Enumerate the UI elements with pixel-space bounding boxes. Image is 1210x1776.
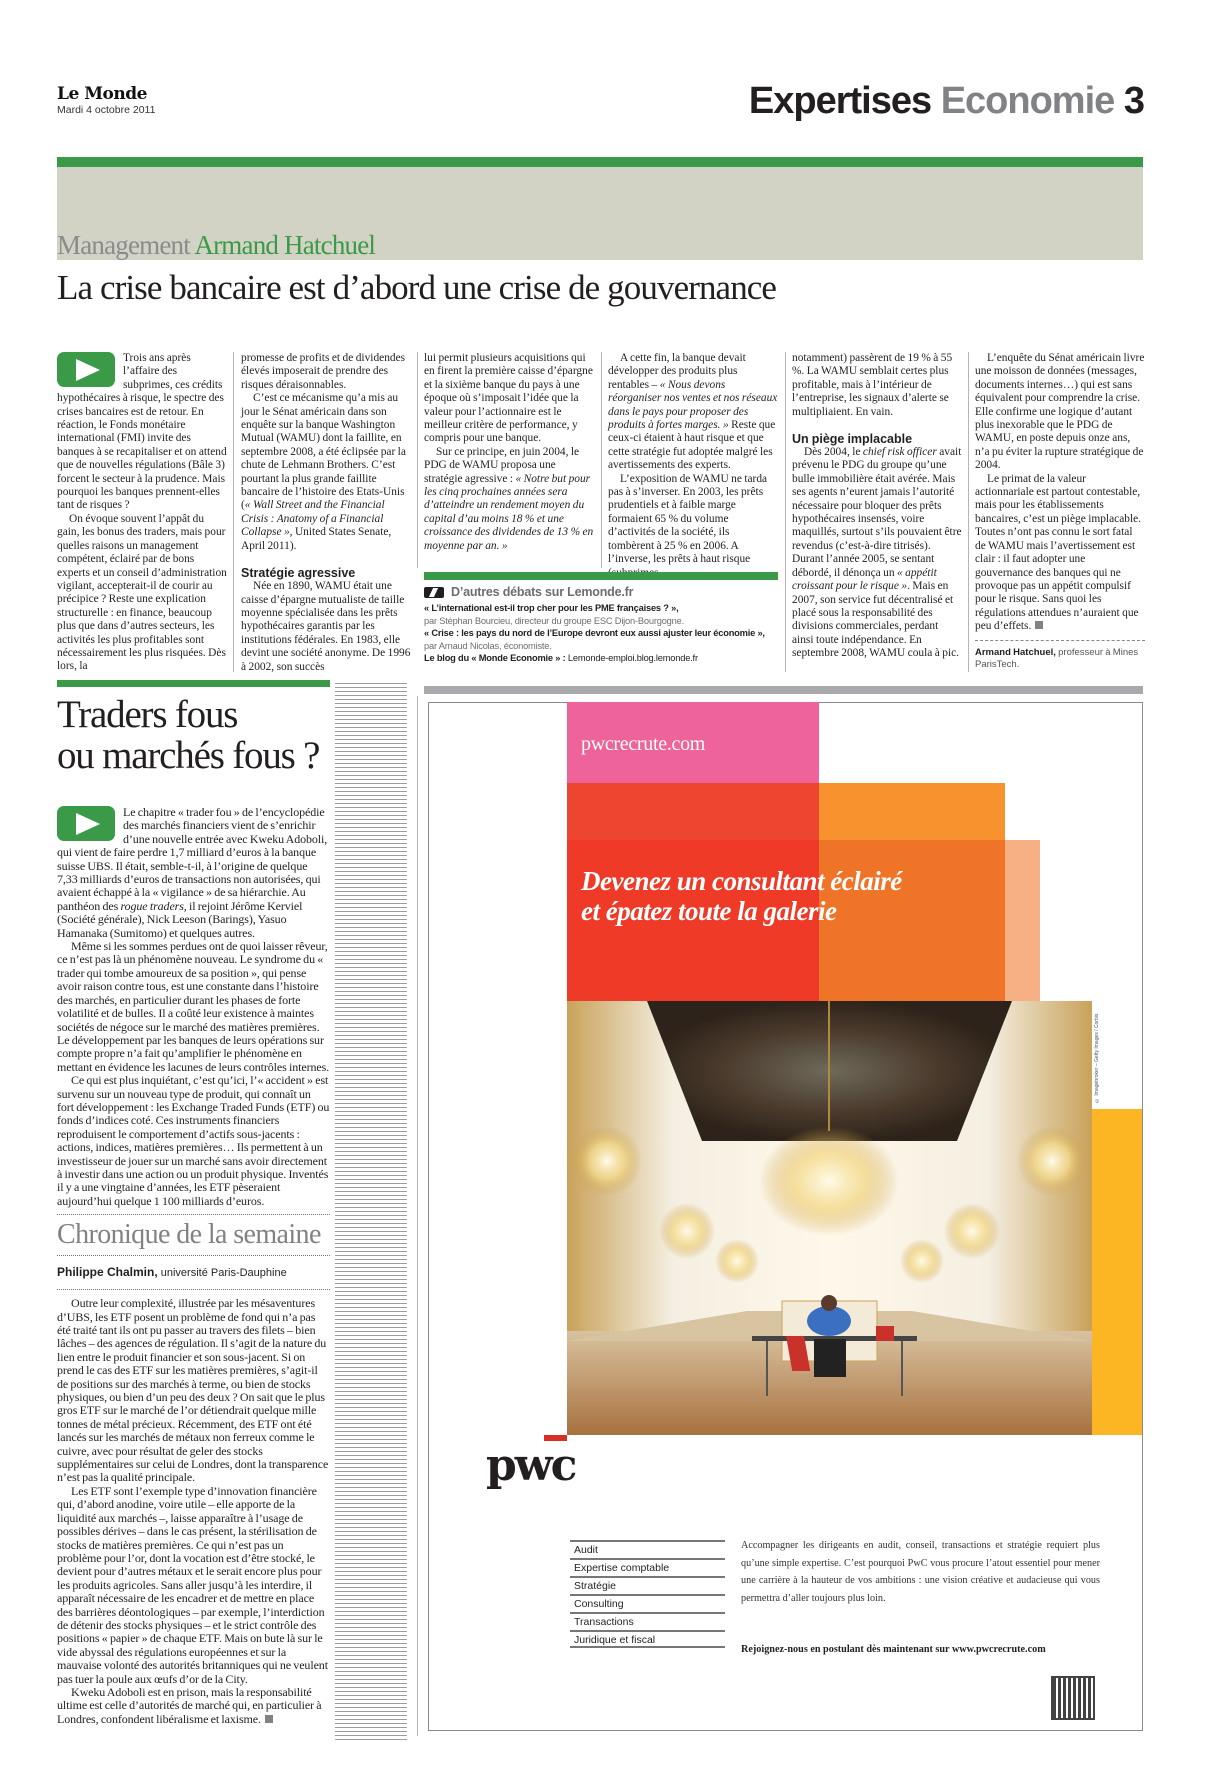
paragraph <box>792 352 962 419</box>
section-bar <box>57 157 1143 167</box>
column-rule <box>417 352 418 568</box>
text: il rejoint Jérôme Kerviel (Société générale), Nick Leeson (Barings), Yasuo Hamanaka (Sumitomo) et quelques autres. <box>57 898 303 940</box>
service-item: Juridique et fiscal <box>570 1630 725 1648</box>
debates-bar <box>424 572 778 580</box>
chronique-author-name: Philippe Chalmin, <box>57 1265 158 1280</box>
chronique-author-affiliation: université Paris-Dauphine <box>160 1267 287 1280</box>
article-column-3 <box>424 352 594 566</box>
ad-headline-line: et épatez toute la galerie <box>581 896 837 926</box>
blog-link[interactable]: Lemonde-emploi.blog.lemonde.fr <box>567 653 698 663</box>
text: , United States Senate, April 2011). <box>241 526 392 552</box>
text: A cette fin, la banque devait développer des produits plus rentables – <box>608 352 746 391</box>
column-rule <box>233 352 234 672</box>
text: Le chapitre « trader fou » de l’encyclopédie des marchés financiers vient de s’enrichir d’une nouvelle entrée avec Kweku Adoboli, qui vient de faire perdre 1,7 milliard d’euros à la banque suisse UBS. Il était, semble-t-il, à l’origine de quelque 7,33 milliards d’euros de transactions non autorisées, qui avaient échappé à la « vigilance » de sa hiérarchie. Au panthéon des <box>57 805 328 913</box>
article-column-6 <box>975 352 1145 674</box>
dotted-divider <box>57 1255 330 1256</box>
paragraph <box>975 352 1145 473</box>
text: Outre leur complexité, illustrée par les mésaventures d’UBS, les ETF posent un problème de fond qui n’a pas été traité tant ils ont pu passer au travers des filets – bien lâches – des agences de régulation. Il s’agit de la nature du lien entre le produit financier et son sous-jacent. Si on prend le cas des ETF sur les matières premières, s’agit-il de positions sur des marchés à terme, ou bien de stocks physiques, ou bien d’un peu des deux ? On sait que le plus gros ETF sur le marché de l’or détiendrait quelque mille tonnes de métal précieux. Récemment, des ETF ont été lancés sur les marchés de métaux non ferreux comme le cuivre, avec pour résultat de geler des stocks supplémentaires sur celui de Londres, dont la transparence n’est pas la qualité principale. <box>57 1296 329 1485</box>
play-icon <box>57 806 115 841</box>
text: L’exposition de WAMU ne tarda pas à s’inverser. En 2003, les prêts prudentiels et à faible marge formaient 65 % du volume d’activités de la société, ils tombèrent à 25 % en 2006. A l’inverse, les prêts à haut risque <box>608 472 768 566</box>
column-rule <box>601 352 602 568</box>
text: Née en 1890, WAMU était une caisse d’épargne mutualiste de taille moyenne spécialisée dans les prêts hypothécaires garantis par les institutions fédérales. En 1983, elle devint une société anonyme. De 1996 à 2002, son succès <box>241 580 411 673</box>
italic-text: « Wall Street and the Financial Crisis : Anatomy of a Financial Collapse » <box>241 499 385 539</box>
debates-title[interactable]: D’autres débats sur Lemonde.fr <box>451 585 634 599</box>
paragraph <box>241 352 411 392</box>
subsection-label: Economie <box>940 80 1115 122</box>
service-item: Audit <box>570 1540 725 1558</box>
paragraph <box>241 392 411 553</box>
paragraph <box>57 1485 330 1686</box>
section-header <box>749 80 1144 123</box>
paragraph <box>608 352 778 473</box>
article-column-5 <box>792 352 962 674</box>
chandelier <box>759 1126 899 1236</box>
ad-headline-line: Devenez un consultant éclairé <box>581 866 902 896</box>
subheading <box>792 432 962 446</box>
text: L’enquête du Sénat américain livre une moisson de données (messages, documents internes…) qui est sans équivalent pour comprendre la crise. Elle confirme une logique d’autant plus inexorable que le PDG de WAMU, en poste depuis onze ans, n’a pu éviter la rupture stratégique de 2004. <box>975 352 1145 472</box>
divider-bar <box>424 686 1143 694</box>
le-monde-logo: Le Monde <box>57 84 147 104</box>
photo-credit: © Imagebroker – Getty Images / Corbis <box>1094 1013 1100 1103</box>
paragraph <box>57 1686 330 1726</box>
paragraph <box>424 352 594 446</box>
pwc-logo: pwc <box>486 1440 576 1491</box>
column-rule <box>785 352 786 672</box>
author-name: Armand Hatchuel, <box>975 646 1056 658</box>
ad-headline <box>581 866 902 926</box>
left-column-flow <box>57 806 330 1726</box>
debate-byline: par Arnaud Nicolas, économiste. <box>424 640 552 651</box>
paragraph <box>57 940 330 1074</box>
ad-light-orange-block <box>1005 840 1040 1001</box>
text: . Mais en 2007, son service fut décentralisé et placé sous la responsabilité des divisions commerciales, perdant ainsi toute indépendance. En septembre 2008, WAMU coula à pic. <box>792 580 960 660</box>
text: Les ETF sont l’exemple type d’innovation financière qui, d’abord anodine, voire utile – elle apporte de la liquidité aux marchés –, laisse apparaître à l’usage de possibles dérives – dans le cas présent, la stérilisation de stocks de matières premières. Ce qui n’est pas un problème pour l’or, dont la vocation est d’être stocké, le devient pour d’autres métaux et le serait encore plus pour les produits agricoles. Sans aller jusqu’à les interdire, il apparaît nécessaire de les encadrer et de mettre en place des barrières déontologiques – par exemple, l’interdiction de détenir des stocks physiques – et le strict contrôle des positions « papier » de chaque ETF. Mais on bute là sur le vide abyssal des régulations européennes et sur la mauvaise volonté des autorités britanniques qui ne veulent pas tuer la poule aux œufs d’or de la City. <box>57 1483 328 1686</box>
traders-title-line: ou marchés fous ? <box>57 734 320 777</box>
text: lui permit plusieurs acquisitions qui en firent la première caisse d’épargne et la sixième banque du pays à une époque où s’imposait l’idée que la valeur pour l’actionnaire est le meilleur critère de performance, y compris pour une banque. <box>424 352 593 445</box>
article-column-1 <box>57 352 227 674</box>
text: Même si les sommes perdues ont de quoi laisser rêveur, ce n’est pas là un phénomène nouveau. Le syndrome du « trader qui tombe amoureux de sa position », qui pense avoir raison contre tous, est une constante dans l’histoire des marchés, en particulier durant les phases de forte volatilité et de bulles. Il a coûté leur existence à maintes sociétés de négoce sur le marché des matières premières. Le développement par les banques de leurs opérations sur compte propre n’a fait qu’amplifier le phénomène en mettant en évidence les lacunes de leurs contrôles internes. <box>57 939 330 1074</box>
chair <box>814 1339 846 1377</box>
text: promesse de profits et de dividendes élevés imposerait de prendre des risques déraisonnables. <box>241 352 406 391</box>
italic-text: rogue traders, <box>120 898 187 913</box>
hatched-rule <box>335 680 407 1740</box>
italic-text: chief risk officer <box>862 446 937 459</box>
text: Sur ce principe, en juin 2004, le PDG de WAMU proposa une stratégie agressive : <box>424 445 580 485</box>
end-square-icon <box>265 1715 273 1723</box>
text: Stratégie agressive <box>241 566 356 581</box>
chronique-author <box>57 1264 330 1281</box>
debate-byline: par Stéphan Bourcieu, directeur du groupe ESC Dijon-Bourgogne. <box>424 615 684 626</box>
ballroom-photo <box>567 1001 1092 1435</box>
kicker-author: Armand Hatchuel <box>194 230 376 260</box>
author-signature <box>975 640 1145 671</box>
text: Ce qui est plus inquiétant, c’est qu’ici, l’« accident » est survenu sur un nouveau type de produit, qui connaît un fort développement : les Exchange Traded Funds (ETF) ou fonds d’indices coté. Ces instruments financiers reproduisent le comportement d’actifs sous-jacents : actions, indices, matières premières… Ils permettent à un investisseur de jouer sur un marché sans avoir directement à investir dans une action ou un produit physique. Inventés il y a une vingtaine d’années, les ETF pèseraient aujourd’hui quelque 1 100 milliards d’euros. <box>57 1073 330 1208</box>
paragraph <box>792 446 962 661</box>
text: Dès 2004, le <box>804 446 863 459</box>
author-title: professeur à Mines ParisTech. <box>975 646 1139 670</box>
paragraph <box>608 473 778 580</box>
page-number: 3 <box>1123 80 1144 122</box>
dotted-divider <box>57 1289 330 1290</box>
text: notamment) passèrent de 19 % à 55 %. La WAMU semblait certes plus profitable, mais à l’intérieur de l’entreprise, les signaux d’alerte se multipliaient. En vain. <box>792 352 953 418</box>
ad-orange-block <box>819 783 1005 840</box>
text: Un piège implacable <box>792 432 913 447</box>
qr-code[interactable] <box>1053 1678 1093 1718</box>
traders-title-line: Traders fous <box>57 693 238 736</box>
column-6-body <box>975 352 1145 634</box>
italic-text: « Notre but pour les cinq prochaines années sera d’atteindre un rendement moyen du capital d’au moins 18 % et une croissance des dividendes de 13 % en moyenne par an. » <box>424 472 594 552</box>
end-square-icon <box>1035 621 1043 629</box>
ad-yellow-strip <box>1092 1109 1142 1435</box>
issue-date: Mardi 4 octobre 2011 <box>57 104 156 116</box>
play-icon <box>57 352 115 387</box>
article-kicker <box>57 230 375 260</box>
ad-red-block <box>567 783 819 840</box>
paragraph <box>975 473 1145 634</box>
service-item: Consulting <box>570 1594 725 1612</box>
services-list <box>570 1540 725 1648</box>
debate-link[interactable]: « L’international est-il trop cher pour les PME françaises ? », <box>424 603 679 613</box>
column-rule <box>968 352 969 672</box>
kicker-rubric: Management <box>57 230 190 260</box>
paragraph <box>424 446 594 553</box>
column-rule <box>417 696 418 1736</box>
paragraph <box>241 580 411 674</box>
traders-bar <box>57 680 330 687</box>
text: Kweku Adoboli est en prison, mais la responsabilité ultime est celle d’autorités de marché qui, en particulier à Londres, confondent libéralisme et laxisme. <box>57 1684 322 1726</box>
service-item: Expertise comptable <box>570 1558 725 1576</box>
lemonde-web-icon <box>424 587 444 598</box>
text: C’est ce mécanisme qu’a mis au jour le Sénat américain dans son enquête sur la banque Washington Mutual (WAMU) dont la faillite, en septembre 2008, a été éclipsée par la chute de Lehmann Brothers. C’est pourtant la plus grande faillite bancaire de l’histoire des Etats-Unis ( <box>241 392 406 512</box>
traders-title <box>57 694 319 776</box>
ad-body: Accompagner les dirigeants en audit, conseil, transactions et stratégie requiert plus qu’une simple expertise. C’est pourquoi PwC vous procure l’atout essentiel pour mener une carrière à la hauteur de vos ambitions : une vision créative et audacieuse qui vous permettra d’aller toujours plus loin. <box>741 1540 1100 1604</box>
article-column-2 <box>241 352 411 674</box>
ad-call-to-action[interactable]: Rejoignez-nous en postulant dès maintenant sur www.pwcrecrute.com <box>741 1644 1046 1655</box>
service-item: Transactions <box>570 1612 725 1630</box>
service-item: Stratégie <box>570 1576 725 1594</box>
text: avait prévenu le PDG du groupe qu’une bulle immobilière était avérée. Mais ses agents n’eurent jamais l’autorité nécessaire pour bloquer des prêts hypothécaires insensés, voire maquillés, surtout s’ils pouvaient être revendus (c’est-à-dire titrisés). Durant l’année 2005, se sentant débordé, il dénonça un <box>792 446 962 579</box>
chronique-body <box>57 1297 330 1726</box>
article-column-4 <box>608 352 778 566</box>
paragraph <box>57 1074 330 1208</box>
debate-link[interactable]: « Crise : les pays du nord de l’Europe devront eux aussi ajuster leur économie », <box>424 628 765 638</box>
text: Trois ans après l’affaire des subprimes, ces crédits hypothécaires à risque, le spectre des crises bancaires est de retour. En réaction, le Fonds monétaire international (FMI) invite des banques à se recapitaliser et on attend que de nouvelles régulations (Bâle 3) forcent le secteur à la prudence. Mais pourquoi les banques prennent-elles tant de risques ? <box>57 352 227 512</box>
subheading <box>241 566 411 580</box>
text: Le primat de la valeur actionnariale est partout contestable, mais pour les établissements bancaires, c’est un piège implacable. Toutes n’ont pas connu le sort fatal de WAMU mais l’avertissement est clair : il faut adopter une gouvernance des banques qui ne provoque pas un appétit compulsif pour le risque. Sans quoi les régulations attendues n’auraient que peu d’effets. <box>975 472 1142 633</box>
text: On évoque souvent l’appât du gain, les bonus des traders, mais pour quelles raisons un management compétent, éclairé par de bons experts et un conseil d’administration vigilant, accepterait-il de courir au précipice ? Reste une explication structurelle : en finance, beaucoup plus que dans d’autres secteurs, les activités les plus profitables sont nécessairement les plus risquées. Dès lors, la <box>57 512 227 673</box>
italic-text: « Nous devons réorganiser nos ventes et nos réseaux dans le pays pour proposer des produits à fortes marges. » <box>608 378 778 432</box>
dotted-divider <box>57 1214 330 1215</box>
paragraph <box>57 513 227 674</box>
blog-label: Le blog du « Monde Economie » : <box>424 653 566 663</box>
text: Reste que ceux-ci étaient à haut risque et que cette stratégie fut adoptée malgré les avertissements des experts. <box>608 419 776 472</box>
debates-box <box>424 585 778 665</box>
article-headline: La crise bancaire est d’abord une crise de gouvernance <box>57 268 777 307</box>
section-label: Expertises <box>748 80 932 122</box>
chronique-title: Chronique de la semaine <box>57 1219 321 1251</box>
italic-text: « appétit croissant pour le risque » <box>792 566 937 593</box>
paragraph <box>57 1297 330 1485</box>
traders-body <box>57 806 330 1208</box>
ad-url[interactable]: pwcrecrute.com <box>581 733 706 755</box>
